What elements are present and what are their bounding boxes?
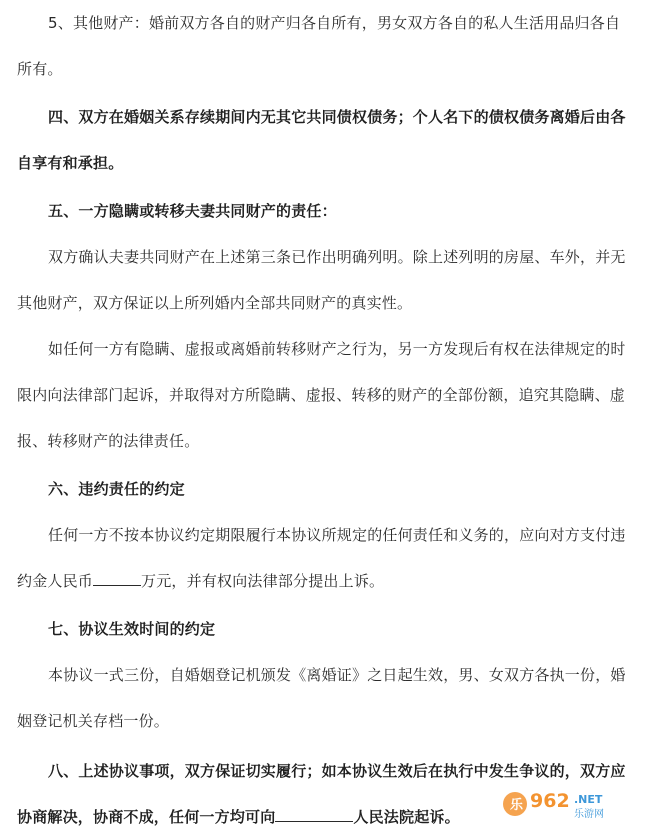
heading-line: 八、上述协议事项，双方保证切实履行；如本协议生效后在执行中发生争议的，双方应: [48, 762, 626, 780]
watermark-logo-glyph: 乐: [510, 798, 524, 813]
paragraph-6: [17, 512, 635, 558]
heading-line: 四、双方在婚姻关系存续期间内无其它共同债权债务；个人名下的债权债务离婚后由各: [48, 108, 626, 126]
paragraph-7: [17, 652, 635, 698]
text-line: 报、转移财产的法律责任。: [17, 432, 200, 450]
text-fragment: 约金人民币: [17, 572, 94, 590]
watermark-logo-icon: [502, 786, 630, 822]
site-watermark: [502, 786, 640, 822]
text-line: 如任何一方有隐瞒、虚报或离婚前转移财产之行为，另一方发现后有权在法律规定的时: [48, 340, 626, 358]
paragraph-5a-cont: [17, 280, 635, 326]
watermark-cn: 乐游网: [574, 809, 604, 820]
text-line: 本协议一式三份，自婚姻登记机颁发《离婚证》之日起生效，男、女双方各执一份，婚: [48, 666, 626, 684]
paragraph-5b: [17, 326, 635, 372]
heading-section-6: [17, 466, 635, 512]
heading-line: 七、协议生效时间的约定: [48, 620, 216, 638]
heading-section-7: [17, 606, 635, 652]
watermark-digits: 962: [530, 790, 570, 812]
heading-section-4-cont: [17, 140, 635, 186]
paragraph-7-cont: [17, 698, 635, 744]
heading-line: 自享有和承担。: [17, 154, 124, 172]
text-fragment: 协商解决，协商不成，任何一方均可向: [17, 808, 276, 826]
text-line: 所有。: [17, 60, 63, 78]
text-line: 其他财产，双方保证以上所列婚内全部共同财产的真实性。: [17, 294, 413, 312]
heading-section-5: [17, 188, 635, 234]
paragraph-other-property-cont: [17, 46, 635, 92]
text-line: 姻登记机关存档一份。: [17, 712, 170, 730]
text-line: 5、其他财产：婚前双方各自的财产归各自所有，男女双方各自的私人生活用品归各自: [48, 14, 621, 32]
fill-in-blank-court: [275, 806, 353, 822]
paragraph-5a: [17, 234, 635, 280]
watermark-suffix: .NET: [574, 793, 603, 806]
heading-section-4: [17, 94, 635, 140]
paragraph-6-cont: [17, 558, 635, 604]
paragraph-other-property: [17, 0, 635, 46]
heading-line: 六、违约责任的约定: [48, 480, 185, 498]
paragraph-5b-cont: [17, 372, 635, 418]
text-line: 任何一方不按本协议约定期限履行本协议所规定的任何责任和义务的，应向对方支付违: [48, 526, 626, 544]
paragraph-5b-cont2: [17, 418, 635, 464]
heading-line: 五、一方隐瞒或转移夫妻共同财产的责任：: [48, 202, 337, 220]
text-line: 双方确认夫妻共同财产在上述第三条已作出明确列明。除上述列明的房屋、车外，并无: [48, 248, 626, 266]
document-body: [17, 0, 635, 840]
fill-in-blank-amount: [93, 570, 141, 586]
text-fragment: 万元，并有权向法律部分提出上诉。: [141, 572, 385, 590]
text-fragment: 人民法院起诉。: [353, 808, 460, 826]
text-line: 限内向法律部门起诉，并取得对方所隐瞒、虚报、转移的财产的全部份额，追究其隐瞒、虚: [17, 386, 626, 404]
